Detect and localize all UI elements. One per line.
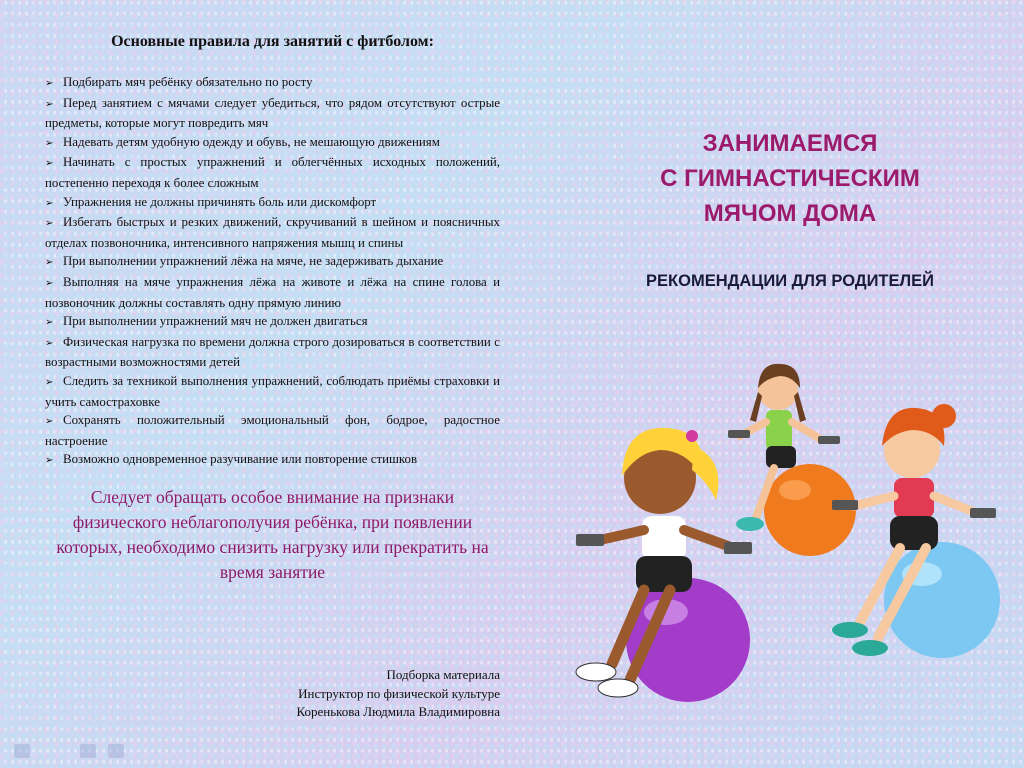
- rule-item: [45, 133, 500, 154]
- arrow-bullet-icon: ➢: [45, 197, 54, 209]
- rule-text: Надевать детям удобную одежду и обувь, не мешающую движениям: [63, 134, 440, 149]
- rules-section: [45, 33, 500, 585]
- rule-text: Сохранять положительный эмоциональный фон, бодрое, радостное настроение: [45, 413, 500, 448]
- arrow-bullet-icon: ➢: [45, 416, 54, 428]
- arrow-bullet-icon: ➢: [45, 78, 54, 89]
- rule-item: [45, 153, 500, 192]
- arrow-bullet-icon: ➢: [45, 376, 54, 388]
- rule-text: Перед занятием с мячами следует убедиться, что рядом отсутствуют острые предметы, которые могут повредить мяч: [45, 95, 500, 131]
- arrow-bullet-icon: ➢: [45, 218, 54, 230]
- rule-text: При выполнении упражнений мяч не должен двигаться: [63, 314, 368, 329]
- rule-item: [45, 73, 500, 94]
- rule-item: [45, 333, 500, 372]
- rules-list: [45, 73, 500, 471]
- arrow-bullet-icon: ➢: [45, 337, 54, 349]
- rule-item: [45, 193, 500, 214]
- rule-text: Выполняя на мяче упражнения лёжа на животе и лёжа на спине голова и позвоночник должны составлять одну прямую линию: [45, 274, 500, 310]
- slide-menu-icon[interactable]: [80, 744, 96, 758]
- rule-text: При выполнении упражнений лёжа на мяче, не задерживать дыхание: [63, 254, 444, 269]
- rule-text: Следить за техникой выполнения упражнений, соблюдать приёмы страховки и учить самостраховке: [45, 373, 500, 409]
- warning-text: Следует обращать особое внимание на признаки физического неблагополучия ребёнка, при появлении которых, необходимо снизить нагрузку или прекратить на время занятие: [56, 486, 489, 582]
- arrow-bullet-icon: ➢: [45, 98, 54, 110]
- credits: [230, 666, 500, 722]
- arrow-bullet-icon: ➢: [45, 137, 54, 149]
- arrow-bullet-icon: ➢: [45, 317, 54, 329]
- rule-item: [45, 94, 500, 133]
- arrow-bullet-icon: ➢: [45, 277, 54, 289]
- rules-title: Основные правила для занятий с фитболом:: [111, 33, 434, 50]
- arrow-bullet-icon: ➢: [45, 257, 54, 269]
- rule-item: [45, 450, 500, 471]
- brochure-title: [560, 126, 1020, 231]
- rule-item: [45, 411, 500, 450]
- rule-item: [45, 372, 500, 411]
- rule-item: [45, 312, 500, 333]
- rule-text: Начинать с простых упражнений и облегчённых исходных положений, постепенно переходя к более сложным: [45, 155, 500, 190]
- title-line: МЯЧОМ ДОМА: [703, 200, 877, 227]
- slide-nav-icon[interactable]: [14, 744, 30, 758]
- rule-text: Возможно одновременное разучивание или повторение стишков: [63, 452, 418, 467]
- rule-item: [45, 273, 500, 312]
- slide-controls: [0, 738, 1024, 768]
- brochure-subtitle: РЕКОМЕНДАЦИИ ДЛЯ РОДИТЕЛЕЙ: [646, 272, 934, 290]
- rule-text: Подбирать мяч ребёнку обязательно по росту: [63, 75, 313, 89]
- credits-line: Инструктор по физической культуре: [298, 685, 500, 701]
- arrow-bullet-icon: ➢: [45, 455, 54, 467]
- rule-item: [45, 252, 500, 273]
- credits-line: Подборка материала: [386, 667, 500, 682]
- rule-text: Упражнения не должны причинять боль или дискомфорт: [63, 194, 377, 209]
- title-line: С ГИМНАСТИЧЕСКИМ: [660, 165, 920, 192]
- arrow-bullet-icon: ➢: [45, 158, 54, 170]
- rule-text: Физическая нагрузка по времени должна строго дозироваться в соответствии с возрастными возможностями детей: [45, 334, 500, 370]
- rule-item: [45, 213, 500, 252]
- rule-text: Избегать быстрых и резких движений, скручиваний в шейном и поясничных отделах позвоночника, интенсивного напряжения мышц и спины: [45, 215, 500, 250]
- slide-nav-icon[interactable]: [108, 744, 124, 758]
- kids-fitball-illustration: [560, 350, 1010, 710]
- credits-author: Коренькова Людмила Владимировна: [296, 704, 500, 719]
- title-line: ЗАНИМАЕМСЯ: [702, 130, 878, 157]
